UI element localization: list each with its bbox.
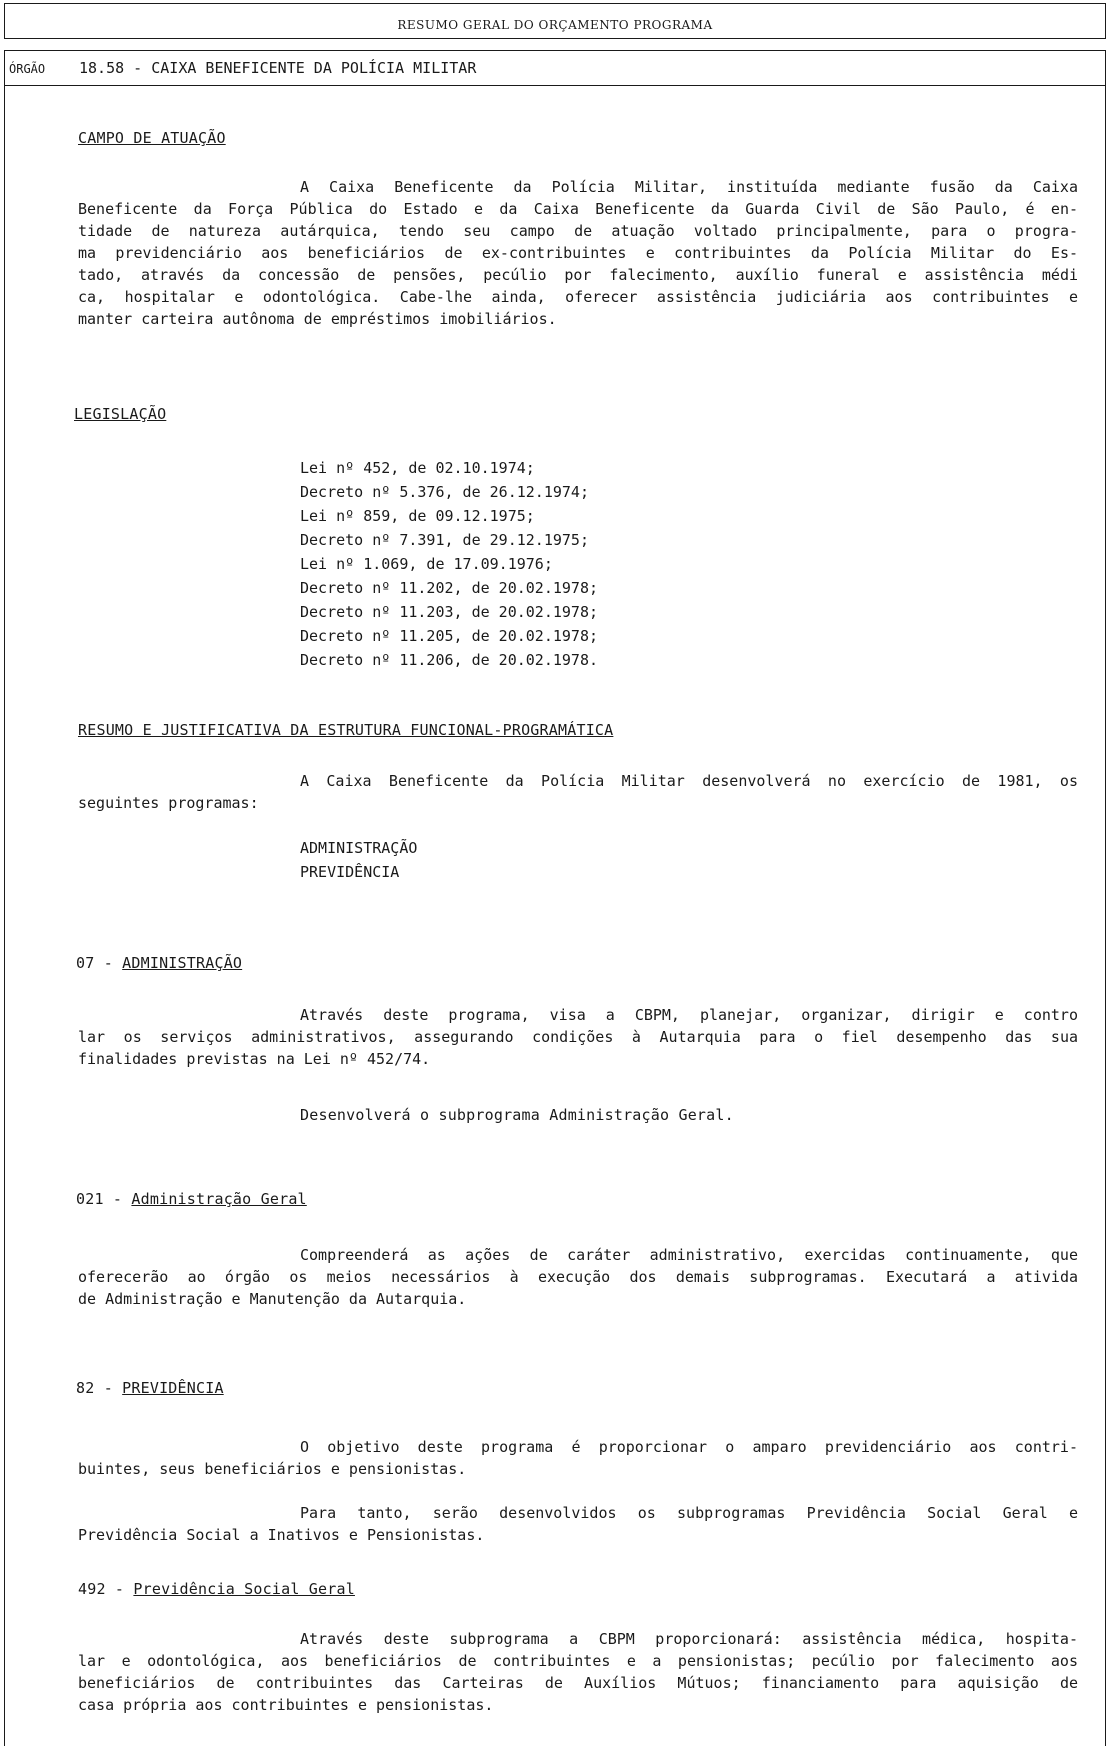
legislacao-item: Decreto nº 11.203, de 20.02.1978;	[300, 603, 599, 621]
section-heading-prev-geral	[78, 1578, 355, 1600]
section-code: 07 -	[76, 954, 123, 972]
document-title: RESUMO GERAL DO ORÇAMENTO PROGRAMA	[397, 18, 713, 32]
previdencia-paragraph-1	[78, 1436, 1078, 1480]
section-heading-adm-geral	[76, 1188, 307, 1210]
orgao-row	[4, 50, 1106, 86]
paragraph-line: ma previdenciário aos beneficiários de ex-contribuintes e contribuintes da Polícia Militar do Es-	[78, 244, 1078, 262]
content-frame	[4, 86, 1106, 1746]
section-heading-administracao	[76, 952, 242, 974]
paragraph-line: beneficiários de contribuintes das Carteiras de Auxílios Mútuos; financiamento para aquisição de	[78, 1674, 1078, 1692]
program-item: ADMINISTRAÇÃO	[300, 839, 418, 857]
previdencia-paragraph-2	[78, 1502, 1078, 1546]
resumo-paragraph	[78, 770, 1078, 814]
paragraph-line: A Caixa Beneficente da Polícia Militar, instituída mediante fusão da Caixa	[300, 178, 1078, 196]
adm-geral-paragraph	[78, 1244, 1078, 1310]
section-title: PREVIDÊNCIA	[122, 1379, 224, 1397]
paragraph-line: Beneficente da Força Pública do Estado e da Caixa Beneficente da Guarda Civil de São Paulo, é en-	[78, 200, 1078, 218]
legislacao-item: Lei nº 859, de 09.12.1975;	[300, 507, 535, 525]
paragraph-line: finalidades previstas na Lei nº 452/74.	[78, 1050, 431, 1068]
legislacao-item: Decreto nº 7.391, de 29.12.1975;	[300, 531, 589, 549]
legislacao-item: Lei nº 452, de 02.10.1974;	[300, 459, 535, 477]
section-heading-resumo: RESUMO E JUSTIFICATIVA DA ESTRUTURA FUNCIONAL-PROGRAMÁTICA	[78, 721, 614, 739]
paragraph-line: O objetivo deste programa é proporcionar o amparo previdenciário aos contri-	[300, 1438, 1078, 1456]
section-code: 492 -	[78, 1580, 134, 1598]
section-code: 82 -	[76, 1379, 123, 1397]
paragraph-line: tidade de natureza autárquica, tendo seu campo de atuação voltado principalmente, para o progra-	[78, 222, 1078, 240]
paragraph-line: lar os serviços administrativos, assegurando condições à Autarquia para o fiel desempenho das sua	[78, 1028, 1078, 1046]
section-code: 021 -	[76, 1190, 132, 1208]
paragraph-line: Para tanto, serão desenvolvidos os subprogramas Previdência Social Geral e	[300, 1504, 1078, 1522]
paragraph-line: tado, através da concessão de pensões, pecúlio por falecimento, auxílio funeral e assistência médi	[78, 266, 1078, 284]
paragraph-line: buintes, seus beneficiários e pensionistas.	[78, 1460, 467, 1478]
legislacao-item: Decreto nº 11.205, de 20.02.1978;	[300, 627, 599, 645]
paragraph-line: ca, hospitalar e odontológica. Cabe-lhe ainda, oferecer assistência judiciária aos contribuintes e	[78, 288, 1078, 306]
administracao-paragraph	[78, 1004, 1078, 1070]
section-title: ADMINISTRAÇÃO	[122, 954, 243, 972]
paragraph-line: Através deste subprograma a CBPM proporcionará: assistência médica, hospita-	[300, 1630, 1078, 1648]
paragraph-line: A Caixa Beneficente da Polícia Militar desenvolverá no exercício de 1981, os	[300, 772, 1078, 790]
paragraph-line: lar e odontológica, aos beneficiários de contribuintes e a pensionistas; pecúlio por falecimento aos	[78, 1652, 1078, 1670]
prev-geral-paragraph	[78, 1628, 1078, 1716]
paragraph-line: Através deste programa, visa a CBPM, planejar, organizar, dirigir e contro	[300, 1006, 1078, 1024]
paragraph-line: Previdência Social a Inativos e Pensionistas.	[78, 1526, 485, 1544]
orgao-value: 18.58 - CAIXA BENEFICENTE DA POLÍCIA MILITAR	[79, 59, 477, 77]
document-header	[4, 3, 1106, 39]
paragraph-line: oferecerão ao órgão os meios necessários à execução dos demais subprogramas. Executará a ativida	[78, 1268, 1078, 1286]
legislacao-item: Decreto nº 11.206, de 20.02.1978.	[300, 651, 599, 669]
program-item: PREVIDÊNCIA	[300, 863, 400, 881]
legislacao-item: Decreto nº 11.202, de 20.02.1978;	[300, 579, 599, 597]
paragraph-line: casa própria aos contribuintes e pensionistas.	[78, 1696, 494, 1714]
administracao-note: Desenvolverá o subprograma Administração Geral.	[300, 1106, 734, 1124]
section-heading-campo: CAMPO DE ATUAÇÃO	[78, 129, 226, 147]
paragraph-line: Compreenderá as ações de caráter administrativo, exercidas continuamente, que	[300, 1246, 1078, 1264]
paragraph-line: manter carteira autônoma de empréstimos imobiliários.	[78, 310, 557, 328]
paragraph-line: seguintes programas:	[78, 794, 259, 812]
campo-paragraph	[78, 176, 1078, 330]
legislacao-item: Lei nº 1.069, de 17.09.1976;	[300, 555, 553, 573]
paragraph-line: de Administração e Manutenção da Autarquia.	[78, 1290, 467, 1308]
section-heading-legislacao: LEGISLAÇÃO	[74, 405, 167, 423]
section-heading-previdencia	[76, 1377, 224, 1399]
legislacao-item: Decreto nº 5.376, de 26.12.1974;	[300, 483, 589, 501]
section-title: Administração Geral	[131, 1190, 307, 1208]
section-title: Previdência Social Geral	[133, 1580, 355, 1598]
orgao-label: ÓRGÃO	[9, 62, 46, 76]
